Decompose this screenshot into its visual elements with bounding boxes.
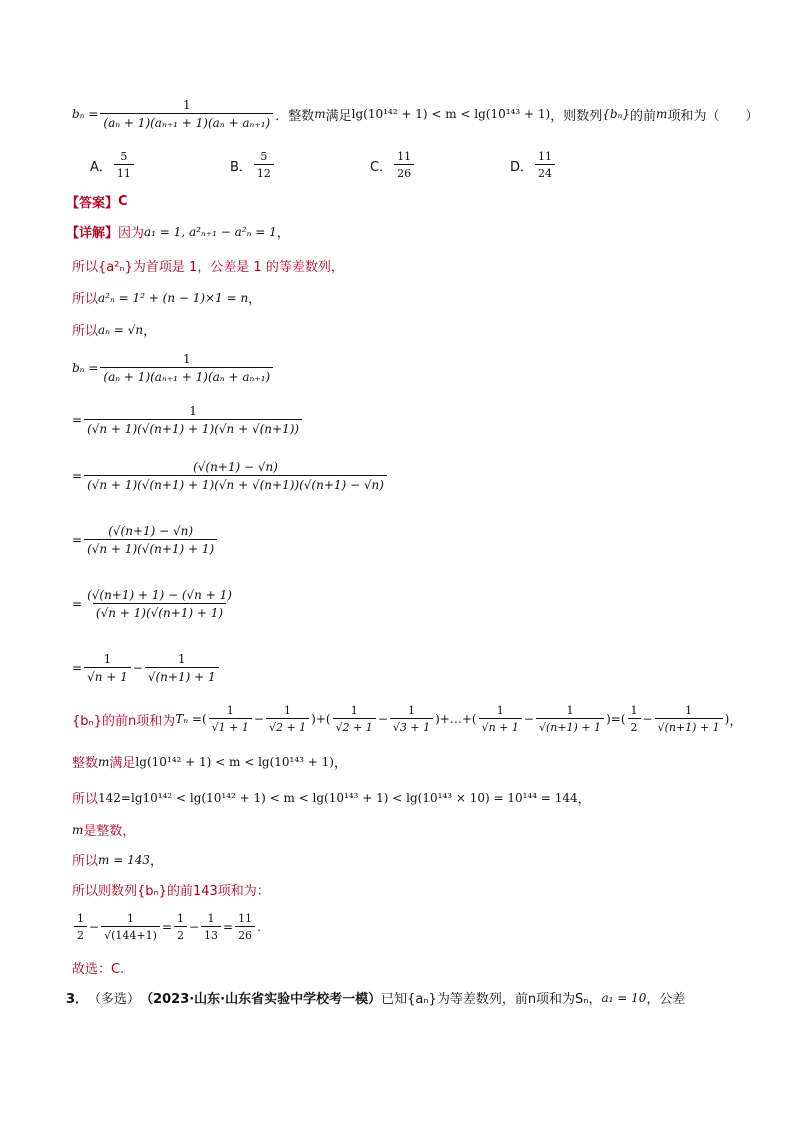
step-den: (√n + 1)(√(n+1) + 1)(√n + √(n+1))(√(n+1) − √n) xyxy=(84,475,387,492)
m-line-2 xyxy=(72,788,734,807)
frac-num: 1 xyxy=(226,704,234,717)
detail-text: 所以 xyxy=(72,324,99,339)
m-variable: m xyxy=(72,822,84,837)
detail-line-2 xyxy=(72,256,734,275)
step-lhs: bₙ = xyxy=(72,361,99,375)
m-line-1 xyxy=(72,752,734,771)
detail-text: 是整数， xyxy=(83,824,136,839)
equals: = xyxy=(72,597,83,611)
frac-num: 11 xyxy=(238,912,253,925)
frac-den: √3 + 1 xyxy=(390,718,433,734)
minus: − xyxy=(523,712,534,726)
final-result xyxy=(72,912,734,942)
step-num: (√(n+1) + 1) − (√n + 1) xyxy=(87,588,232,602)
option-den: 26 xyxy=(394,164,414,180)
b-def-lhs: bₙ = xyxy=(72,107,99,121)
punct: ， xyxy=(577,792,591,807)
frac-num: 1 xyxy=(77,912,84,925)
step-1 xyxy=(72,352,734,384)
m-line-4 xyxy=(72,850,734,869)
detail-line-3 xyxy=(72,288,734,307)
frac-num: 1 xyxy=(176,912,184,925)
option-c[interactable] xyxy=(370,150,510,180)
detail-math: a²ₙ = 1² + (n − 1)×1 = n xyxy=(98,290,249,305)
next-problem-math: a₁ = 10 xyxy=(601,990,647,1005)
equals: = xyxy=(72,533,83,547)
minus: − xyxy=(377,712,388,726)
period: . xyxy=(257,920,261,934)
problem-text: ，则数列 xyxy=(550,108,603,124)
frac-num: 1 xyxy=(126,912,134,925)
denominator: (aₙ + 1)(aₙ₊₁ + 1)(aₙ + aₙ₊₁) xyxy=(100,113,273,130)
next-problem-source: （2023·山东·山东省实验中学校考一模） xyxy=(140,992,382,1007)
option-den: 12 xyxy=(254,164,274,180)
sum-line: {bₙ}的前n项和为 Tₙ = ( $\frac{1}{√1 + 1}$ − $\frac{1}{√2 + 1}$ ) + ( $\frac{1}{√2 + 1}$ − $\frac{1}{√3 + 1}$ ) +…+ ( $\frac{1}{√n + 1}$ − $\frac{1}{√(n+1) + 1}$ ) = ( $\frac{1}{2}$ − $\frac{1}{√(n+1) + 1}$ ) ， xyxy=(72,704,743,734)
answer-value: C xyxy=(118,194,128,209)
punct: ， xyxy=(333,756,347,771)
m-variable: m xyxy=(314,107,326,121)
b-def-fraction xyxy=(100,98,273,130)
next-problem-tag: （多选） xyxy=(88,992,141,1007)
step-num: 1 xyxy=(189,404,197,418)
frac-den: √(n+1) + 1 xyxy=(536,718,604,734)
step-den: (√n + 1)(√(n+1) + 1) xyxy=(93,603,226,620)
m-line-5 xyxy=(72,880,734,899)
choose-line xyxy=(72,958,734,977)
step-6 xyxy=(72,652,734,684)
choose-text: 故选：C. xyxy=(72,962,125,977)
step-den: √(n+1) + 1 xyxy=(145,667,219,684)
option-label: A． xyxy=(90,159,112,175)
option-den: 24 xyxy=(535,164,555,180)
punct: ， xyxy=(248,292,262,307)
sum-text: {bₙ}的前n项和为 xyxy=(72,713,176,729)
detail-text: 所以 xyxy=(72,854,99,869)
m-line-3 xyxy=(72,820,734,839)
frac-num: 1 xyxy=(407,704,415,717)
equals: = xyxy=(72,661,83,675)
equals: = xyxy=(72,413,83,427)
step-den: (√n + 1)(√(n+1) + 1)(√n + √(n+1)) xyxy=(84,419,302,436)
step-5 xyxy=(72,588,734,620)
step-num: (√(n+1) − √n) xyxy=(193,460,278,474)
punct: ， xyxy=(276,226,290,241)
frac-den: 2 xyxy=(74,926,87,942)
option-den: 11 xyxy=(114,164,134,180)
frac-den: √2 + 1 xyxy=(266,718,309,734)
step-den: (aₙ + 1)(aₙ₊₁ + 1)(aₙ + aₙ₊₁) xyxy=(100,367,273,384)
frac-den: 13 xyxy=(201,926,221,942)
frac-num: 1 xyxy=(350,704,358,717)
detail-text: 因为 xyxy=(118,226,145,241)
step-2 xyxy=(72,404,734,436)
minus: − xyxy=(253,712,264,726)
plus: + xyxy=(315,712,326,726)
option-label: D． xyxy=(510,159,534,175)
sum-lhs: Tₙ = xyxy=(175,712,202,726)
minus: − xyxy=(642,712,653,726)
detail-text: 所以{a²ₙ}为首项是 1，公差是 1 的等差数列， xyxy=(72,260,344,275)
answer-tag: 【答案】 xyxy=(66,196,119,211)
step-4 xyxy=(72,524,734,556)
next-problem-text: 已知{aₙ}为等差数列，前n项和为Sₙ， xyxy=(381,992,602,1007)
detail-math: a₁ = 1, a²ₙ₊₁ − a²ₙ = 1 xyxy=(144,224,277,239)
frac-num: 1 xyxy=(284,704,292,717)
frac-den: √n + 1 xyxy=(479,718,522,734)
option-num: 11 xyxy=(538,150,553,163)
step-num: 1 xyxy=(177,652,186,666)
option-label: B． xyxy=(230,159,252,175)
equals: = xyxy=(610,712,621,726)
problem-statement xyxy=(72,98,759,130)
problem-text: 满足 xyxy=(325,108,352,124)
answer-line xyxy=(66,192,734,211)
step-3 xyxy=(72,460,734,492)
option-label: C． xyxy=(370,159,393,175)
frac-den: 2 xyxy=(174,926,187,942)
equals: = xyxy=(72,469,83,483)
options-row xyxy=(90,150,734,180)
detail-line-4 xyxy=(72,320,734,339)
detail-tag: 【详解】 xyxy=(66,226,119,241)
option-num: 11 xyxy=(397,150,412,163)
minus: − xyxy=(89,920,100,934)
frac-den: 2 xyxy=(628,718,641,734)
numerator: 1 xyxy=(182,98,191,112)
step-den: (√n + 1)(√(n+1) + 1) xyxy=(84,539,217,556)
frac-num: 1 xyxy=(207,912,215,925)
option-num: 5 xyxy=(260,150,268,163)
equals: = xyxy=(223,920,234,934)
frac-num: 1 xyxy=(630,704,638,717)
detail-text: 满足 xyxy=(109,756,136,771)
m-variable: m xyxy=(98,754,110,769)
step-num: 1 xyxy=(103,652,112,666)
detail-line-1 xyxy=(66,222,734,241)
punct: ， xyxy=(149,854,163,869)
problem-text: 项和为（ ） xyxy=(667,108,759,124)
problem-text: 的前 xyxy=(630,108,657,124)
frac-num: 1 xyxy=(685,704,693,717)
next-problem-number: 3． xyxy=(66,992,89,1007)
detail-text: 所以则数列{bₙ}的前143项和为： xyxy=(72,884,270,899)
option-a[interactable] xyxy=(90,150,230,180)
detail-math: m = 143 xyxy=(98,852,150,867)
sum-dots: +…+ xyxy=(439,712,472,726)
next-problem-text: ，公差 xyxy=(646,992,686,1007)
detail-text: 所以 xyxy=(72,792,99,807)
option-num: 5 xyxy=(120,150,128,163)
frac-den: √(n+1) + 1 xyxy=(655,718,723,734)
detail-math: aₙ = √n xyxy=(98,322,144,337)
frac-num: 1 xyxy=(566,704,574,717)
punct: ， xyxy=(143,324,157,339)
punct: ， xyxy=(729,713,743,729)
option-b[interactable] xyxy=(230,150,370,180)
detail-text: 整数 xyxy=(72,756,99,771)
detail-text: 所以 xyxy=(72,292,99,307)
minus: − xyxy=(188,920,199,934)
next-problem-line xyxy=(66,988,734,1007)
m-variable: m xyxy=(656,107,668,121)
step-num: 1 xyxy=(182,352,191,366)
sequence-b: {bₙ} xyxy=(602,107,631,121)
step-num: (√(n+1) − √n) xyxy=(108,524,194,538)
frac-den: √(144+1) xyxy=(101,926,160,942)
detail-math: lg(10¹⁴² + 1) < m < lg(10¹⁴³ + 1) xyxy=(135,754,334,769)
frac-den: √1 + 1 xyxy=(209,718,252,734)
step-den: √n + 1 xyxy=(84,667,131,684)
condition-math: lg(10¹⁴² + 1) < m < lg(10¹⁴³ + 1) xyxy=(351,107,551,121)
equals: = xyxy=(161,920,172,934)
option-d[interactable] xyxy=(510,150,650,180)
frac-den: 26 xyxy=(235,926,255,942)
detail-math: 142=lg10¹⁴² < lg(10¹⁴² + 1) < m < lg(10¹⁴³ + 1) < lg(10¹⁴³ × 10) = 10¹⁴⁴ = 144 xyxy=(98,790,578,805)
frac-den: √2 + 1 xyxy=(333,718,376,734)
minus: − xyxy=(132,661,143,675)
frac-num: 1 xyxy=(496,704,504,717)
problem-text: ．整数 xyxy=(275,108,315,124)
